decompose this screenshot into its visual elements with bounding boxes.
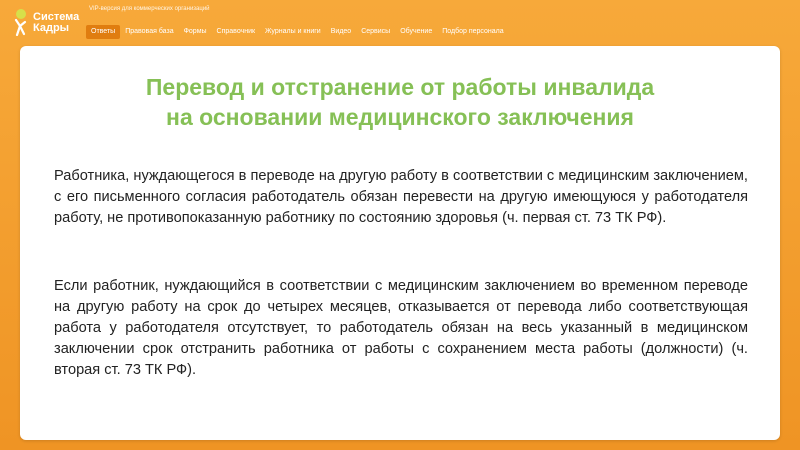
nav-item-training[interactable]: Обучение <box>400 28 433 35</box>
title-line2: на основании медицинского заключения <box>166 104 634 130</box>
tagline: VIP-версия для коммерческих организаций <box>89 6 210 12</box>
paragraph-1: Работника, нуждающегося в переводе на другую работу в соответствии с медицинским заключением, с его письменного согласия работодатель обязан перевести на другую имеющуюся у работодателя работу, не противопоказанную работнику по состоянию здоровья (ч. первая ст. 73 ТК РФ). <box>54 168 748 226</box>
logo-line1: Система <box>33 11 80 23</box>
content-card <box>20 46 780 440</box>
title-line1: Перевод и отстранение от работы инвалида <box>145 74 655 100</box>
logo-text <box>33 12 79 34</box>
logo[interactable] <box>12 6 82 40</box>
site-header <box>0 0 800 44</box>
nav-item-legal-base[interactable]: Правовая база <box>125 28 174 35</box>
main-nav <box>86 25 509 39</box>
nav-item-recruitment[interactable]: Подбор персонала <box>442 28 504 35</box>
nav-item-answers[interactable]: Ответы <box>86 25 120 39</box>
logo-figure-icon <box>12 8 32 36</box>
nav-item-journals[interactable]: Журналы и книги <box>265 28 321 35</box>
nav-item-reference[interactable]: Справочник <box>216 28 256 35</box>
logo-line2: Кадры <box>33 22 70 34</box>
page-title <box>20 72 780 132</box>
paragraph-2: Если работник, нуждающийся в соответствии с медицинским заключением во временном переводе на другую работу на срок до четырех месяцев, отказывается от перевода либо соответствующая работа у работодателя отсутствует, то работодатель обязан на весь указанный в медицинском заключении срок отстранить работника от работы с сохранением места работы (должности) (ч. вторая ст. 73 ТК РФ). <box>54 278 748 378</box>
nav-item-services[interactable]: Сервисы <box>361 28 391 35</box>
nav-item-forms[interactable]: Формы <box>183 28 207 35</box>
nav-item-video[interactable]: Видео <box>330 28 352 35</box>
